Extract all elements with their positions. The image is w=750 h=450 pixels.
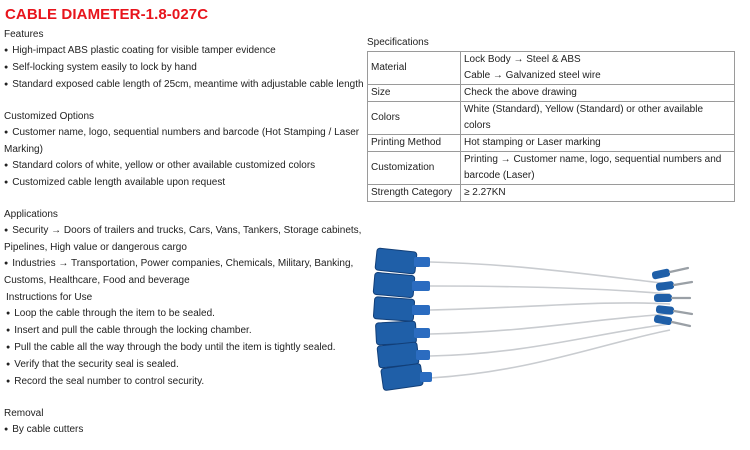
spec-key: Strength Category [368, 185, 461, 202]
feature-item: ● Standard exposed cable length of 25cm, meantime with adjustable cable length [4, 77, 364, 94]
customized-heading: Customized Options [4, 111, 95, 122]
feature-item: ● High-impact ABS plastic coating for visible tamper evidence [4, 43, 364, 60]
specifications-table [367, 51, 735, 202]
spec-value: ≥ 2.27KN [461, 185, 735, 202]
customized-item: ● Standard colors of white, yellow or other available customized colors [4, 158, 364, 175]
cable-tips [670, 268, 692, 326]
feature-item: ● Self-locking system easily to lock by hand [4, 60, 364, 77]
features-heading: Features [4, 29, 44, 40]
application-item: ● Security → Doors of trailers and trucks, Cars, Vans, Tankers, Storage cabinets, Pipelines, High value or dangerous cargo [4, 223, 364, 256]
specifications-panel [367, 36, 735, 202]
table-row [368, 102, 735, 135]
instructions-section [4, 290, 364, 391]
applications-heading: Applications [4, 209, 58, 220]
instruction-item: ● Record the seal number to control security. [6, 374, 364, 391]
spec-value [461, 152, 735, 185]
table-row [368, 135, 735, 152]
customized-section [4, 109, 364, 192]
features-section [4, 27, 364, 94]
spec-key: Colors [368, 102, 461, 135]
seal-bodies [373, 248, 423, 391]
instruction-item: ● Pull the cable all the way through the body until the item is tightly sealed. [6, 340, 364, 357]
table-row [368, 152, 735, 185]
product-image [370, 236, 710, 396]
instruction-item: ● Insert and pull the cable through the locking chamber. [6, 323, 364, 340]
spec-value-line: barcode (Laser) [464, 170, 535, 181]
removal-section [4, 406, 364, 439]
removal-heading: Removal [4, 408, 44, 419]
spec-value-line: Cable → Galvanized steel wire [464, 70, 601, 81]
instructions-heading: Instructions for Use [6, 292, 93, 303]
spec-key: Customization [368, 152, 461, 185]
specifications-heading: Specifications [367, 37, 429, 48]
spec-value-line: Printing → Customer name, logo, sequential numbers and [464, 154, 722, 165]
page-title: CABLE DIAMETER-1.8-027C [5, 6, 209, 23]
spec-value: Hot stamping or Laser marking [461, 135, 735, 152]
spec-key: Printing Method [368, 135, 461, 152]
table-row [368, 185, 735, 202]
spec-value: White (Standard), Yellow (Standard) or other available colors [461, 102, 735, 135]
customized-item: ● Customer name, logo, sequential numbers and barcode (Hot Stamping / Laser Marking) [4, 125, 364, 158]
description-column [4, 27, 364, 439]
spec-value: Check the above drawing [461, 85, 735, 102]
cable-wires [430, 262, 670, 378]
spec-key: Size [368, 85, 461, 102]
spec-key: Material [368, 52, 461, 85]
cable-seal-illustration [370, 236, 710, 396]
instruction-item: ● Verify that the security seal is sealed. [6, 357, 364, 374]
table-row [368, 52, 735, 85]
cable-ferrules [651, 268, 674, 325]
spec-value-line: Lock Body → Steel & ABS [464, 54, 581, 65]
instruction-item: ● Loop the cable through the item to be sealed. [6, 306, 364, 323]
table-row [368, 85, 735, 102]
customized-item: ● Customized cable length available upon request [4, 175, 364, 192]
removal-item: ● By cable cutters [4, 422, 364, 439]
spec-value [461, 52, 735, 85]
application-item: ● Industries → Transportation, Power companies, Chemicals, Military, Banking, Customs, Healthcare, Food and beverage [4, 256, 364, 289]
applications-section [4, 207, 364, 289]
